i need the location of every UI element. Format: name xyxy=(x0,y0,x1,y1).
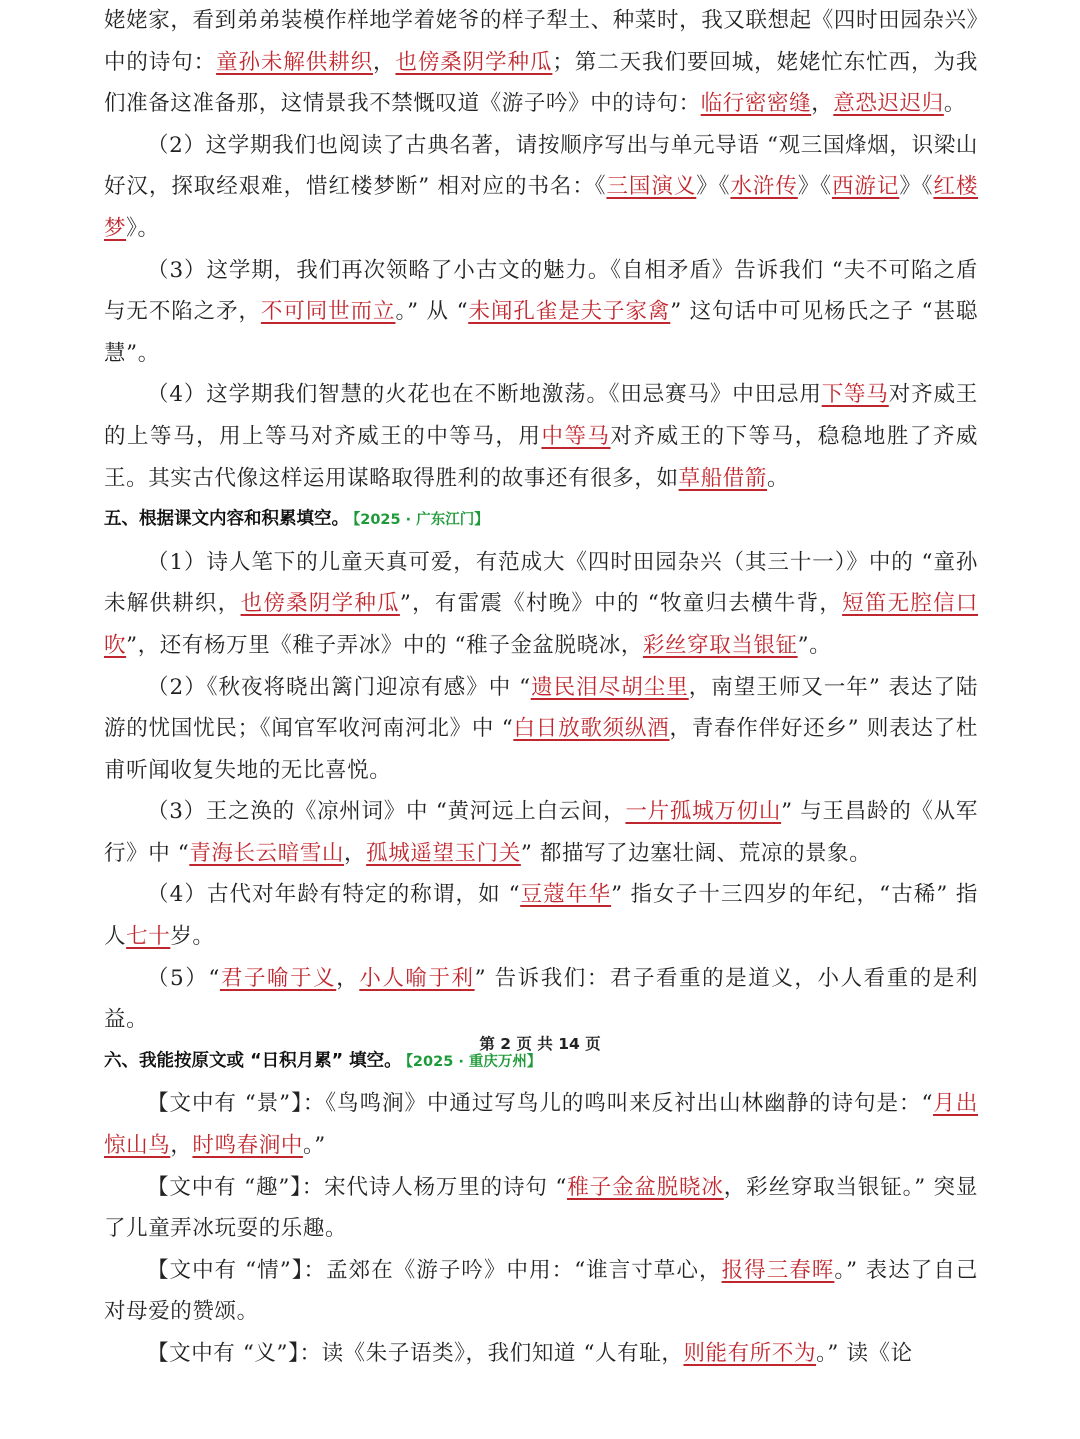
answer-blank: 小人喻于利 xyxy=(359,965,475,991)
answer-blank: 时鸣春涧中 xyxy=(192,1133,303,1159)
question-5-5: （5）“君子喻于义，小人喻于利” 告诉我们：君子看重的是道义，小人看重的是利益。 xyxy=(104,965,978,1033)
source-tag: 【2025 · 重庆万州】 xyxy=(405,1053,542,1070)
answer-blank: 也傍桑阴学种瓜 xyxy=(240,591,400,617)
answer-blank: 也傍桑阴学种瓜 xyxy=(395,49,553,75)
question-5-1: （1）诗人笔下的儿童天真可爱，有范成大《四时田园杂兴（其三十一）》中的 “童孙未解供耕织，也傍桑阴学种瓜”，有雷震《村晚》中的 “牧童归去横牛背，短笛无腔信口吹”，还有杨万里《稚子弄冰》中的 “稚子金盆脱晓冰，彩丝穿取当银钲”。 xyxy=(104,549,978,658)
source-tag: 【2025 · 广东江门】 xyxy=(353,512,489,529)
answer-blank: 月出惊山鸟 xyxy=(104,1091,978,1159)
answer-blank: 孤城遥望玉门关 xyxy=(366,840,521,866)
question-5-3: （3）王之涣的《凉州词》中 “黄河远上白云间，一片孤城万仞山” 与王昌龄的《从军行》中 “青海长云暗雪山，孤城遥望玉门关” 都描写了边塞壮阔、荒凉的景象。 xyxy=(104,799,979,866)
question-5-2: （2）《秋夜将晓出篱门迎凉有感》中 “遗民泪尽胡尘里，南望王师又一年” 表达了陆游的忧国忧民；《闻官军收河南河北》中 “白日放歌须纵酒，青春作伴好还乡” 则表达了杜甫听闻收复失地的无比喜悦。 xyxy=(104,674,979,783)
question-4-4: （4）这学期我们智慧的火花也在不断地激荡。《田忌赛马》中田忌用下等马对齐威王的上等马，用上等马对齐威王的中等马，用中等马对齐威王的下等马，稳稳地胜了齐威王。其实古代像这样运用谋略取得胜利的故事还有很多，如草船借箭。 xyxy=(104,382,978,491)
answer-blank: 未闻孔雀是夫子家禽 xyxy=(468,299,671,325)
answer-blank: 遗民泪尽胡尘里 xyxy=(530,674,689,700)
answer-blank: 短笛无腔信口吹 xyxy=(104,591,978,658)
answer-blank: 稚子金盆脱晓冰 xyxy=(567,1174,724,1200)
answer-blank: 报得三春晖 xyxy=(721,1257,835,1283)
answer-blank: 不可同世而立 xyxy=(260,299,396,325)
answer-blank: 三国演义 xyxy=(606,174,697,200)
section-5-heading: 五、根据课文内容和积累填空。 【2025 · 广东江门】 xyxy=(104,509,489,530)
answer-blank: 彩丝穿取当银钲 xyxy=(642,632,798,658)
answer-blank: 豆蔻年华 xyxy=(520,882,612,908)
answer-blank: 临行密密缝 xyxy=(700,91,812,117)
answer-blank: 红楼梦 xyxy=(104,174,979,241)
question-4-2: （2）这学期我们也阅读了古典名著，请按顺序写出与单元导语 “观三国烽烟，识梁山好汉，探取经艰难，惜红楼梦断” 相对应的书名：《三国演义》《水浒传》《西游记》《红楼梦》。 xyxy=(104,132,979,241)
answer-blank: 则能有所不为 xyxy=(683,1341,817,1366)
question-6-jing: 【文中有 “景”】：《鸟鸣涧》中通过写鸟儿的鸣叫来反衬出山林幽静的诗句是：“月出惊山鸟，时鸣春涧中。” xyxy=(104,1091,978,1159)
answer-blank: 西游记 xyxy=(831,174,900,200)
section-6-heading: 六、我能按原文或 “日积月累” 填空。 【2025 · 重庆万州】 xyxy=(104,1050,542,1071)
answer-blank: 七十 xyxy=(126,924,171,950)
answer-blank: 草船借箭 xyxy=(678,465,768,491)
question-6-yi: 【文中有 “义”】：读《朱子语类》，我们知道 “人有耻，则能有所不为。” 读《论 xyxy=(147,1341,913,1366)
answer-blank: 水浒传 xyxy=(730,174,798,200)
answer-blank: 君子喻于义 xyxy=(219,965,337,991)
question-5-4: （4）古代对年龄有特定的称谓，如 “豆蔻年华” 指女子十三四岁的年纪，“古稀” 指人七十岁。 xyxy=(104,882,978,950)
answer-blank: 意恐迟迟归 xyxy=(833,91,944,117)
paragraph-continuation: 姥姥家，看到弟弟装模作样地学着姥爷的样子犁土、种菜时，我又联想起《四时田园杂兴》中的诗句：童孙未解供耕织，也傍桑阴学种瓜；第二天我们要回城，姥姥忙东忙西，为我们准备这准备那，这情景我不禁慨叹道《游子吟》中的诗句：临行密密缝，意恐迟迟归。 xyxy=(104,8,979,117)
question-6-qu: 【文中有 “趣”】：宋代诗人杨万里的诗句 “稚子金盆脱晓冰，彩丝穿取当银钲。” 突显了儿童弄冰玩耍的乐趣。 xyxy=(104,1174,978,1242)
question-6-qing: 【文中有 “情”】：孟郊在《游子吟》中用：“谁言寸草心，报得三春晖。” 表达了自己对母爱的赞颂。 xyxy=(104,1257,978,1325)
answer-blank: 下等马 xyxy=(821,382,889,408)
answer-blank: 一片孤城万仞山 xyxy=(625,799,782,825)
answer-blank: 童孙未解供耕织 xyxy=(216,49,374,75)
page-content xyxy=(104,0,978,1375)
answer-blank: 青海长云暗雪山 xyxy=(189,840,345,866)
answer-blank: 白日放歌须纵酒 xyxy=(513,716,670,742)
answer-blank: 中等马 xyxy=(541,423,611,449)
page-footer: 第 2 页 共 14 页 xyxy=(479,1035,601,1053)
question-4-3: （3）这学期，我们再次领略了小古文的魅力。《自相矛盾》告诉我们 “夫不可陷之盾与无不陷之矛，不可同世而立。” 从 “未闻孔雀是夫子家禽” 这句话中可见杨氏之子 “甚聪慧”。 xyxy=(104,257,978,366)
